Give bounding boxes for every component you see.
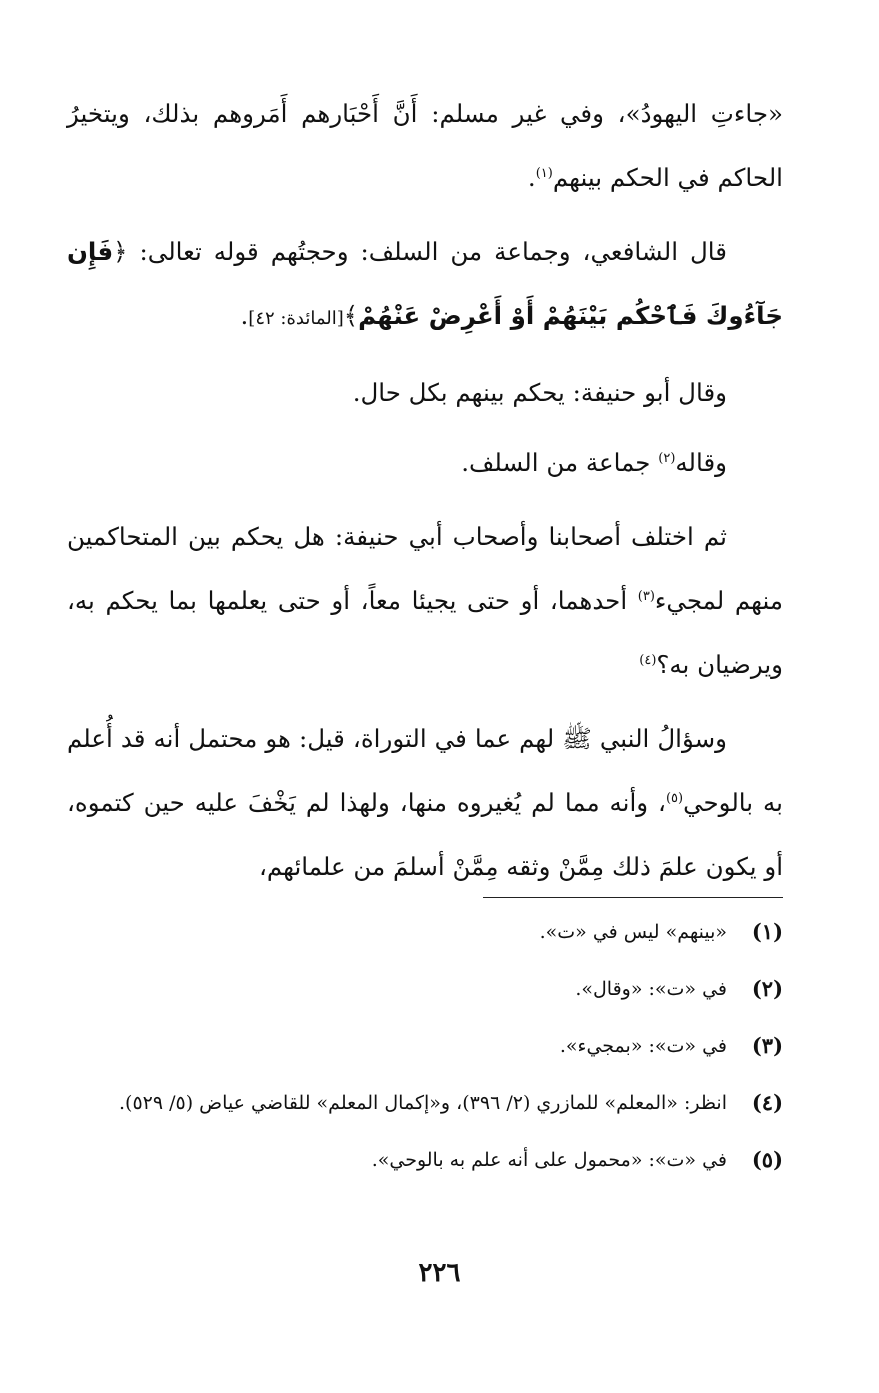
paragraph-6-start: وسؤالُ النبي ﷺ لهم عما في التوراة، قيل: هو محتمل أنه قد أُعلم به بالوحي	[67, 724, 783, 817]
quran-open-brace: ﴿	[113, 237, 128, 266]
paragraph-4-start: وقاله	[675, 448, 727, 477]
paragraph-4	[67, 431, 783, 495]
footnote-number: (٥)	[751, 1147, 783, 1172]
paragraph-1	[67, 82, 783, 210]
paragraph-1-end: .	[527, 163, 536, 192]
footnote-5	[67, 1138, 783, 1182]
paragraph-5-start: ثم اختلف أصحابنا وأصحاب أبي حنيفة: هل يحكم بين المتحاكمين منهم لمجيء	[67, 522, 783, 615]
footnote-number: (١)	[751, 919, 783, 944]
footnote-3	[67, 1024, 783, 1068]
footnote-ref-4[interactable]: (٤)	[639, 652, 657, 668]
paragraph-3-text: وقال أبو حنيفة: يحكم بينهم بكل حال.	[352, 378, 727, 407]
paragraph-3	[67, 361, 783, 425]
footnote-ref-3[interactable]: (٣)	[637, 588, 655, 604]
footnote-number: (٤)	[751, 1090, 783, 1115]
footnotes	[67, 910, 783, 1195]
footnote-ref-2[interactable]: (٢)	[658, 450, 676, 466]
quran-verse: فَإِن جَآءُوكَ فَٱحْكُم بَيْنَهُمْ أَوْ أَعْرِضْ عَنْهُمْ	[67, 237, 783, 330]
paragraph-1-text: «جاءتِ اليهودُ»، وفي غير مسلم: أَنَّ أَحْبَارهم أَمَروهم بذلك، ويتخيرُ الحاكم في الحكم بينهم	[67, 99, 783, 192]
main-text	[67, 82, 783, 909]
footnote-text: في «ت»: «محمول على أنه علم به بالوحي».	[371, 1149, 727, 1171]
footnote-4	[67, 1081, 783, 1125]
footnote-separator	[483, 897, 783, 898]
paragraph-2	[67, 220, 783, 351]
paragraph-2-end: .	[240, 301, 249, 330]
page-number: ٢٢٦	[418, 1258, 461, 1288]
footnote-text: في «ت»: «بمجيء».	[559, 1035, 727, 1057]
footnote-text: «بينهم» ليس في «ت».	[539, 921, 727, 943]
paragraph-4-text: جماعة من السلف.	[461, 448, 651, 477]
verse-reference: [المائدة: ٤٢]	[248, 308, 344, 329]
paragraph-2-text: قال الشافعي، وجماعة من السلف: وحجتُهم قوله تعالى:	[139, 237, 727, 266]
footnote-number: (٢)	[751, 976, 783, 1001]
footnote-ref-1[interactable]: (١)	[535, 165, 553, 181]
paragraph-6-text: ، وأنه مما لم يُغيروه منها، ولهذا لم يَخْفَ عليه حين كتموه، أو يكون علمَ ذلك مِمَّنْ وثقه مِمَّنْ أسلمَ من علمائهم،	[67, 788, 783, 881]
quran-close-brace: ﴾	[343, 301, 359, 330]
paragraph-5	[67, 505, 783, 697]
paragraph-6	[67, 707, 783, 899]
footnote-number: (٣)	[751, 1033, 783, 1058]
footnote-text: انظر: «المعلم» للمازري (٢/ ٣٩٦)، و«إكمال المعلم» للقاضي عياض (٥/ ٥٢٩).	[118, 1092, 727, 1114]
footnote-1	[67, 910, 783, 954]
footnote-2	[67, 967, 783, 1011]
footnote-ref-5[interactable]: (٥)	[665, 790, 684, 806]
paragraph-5-text: أحدهما، أو حتى يجيئا معاً، أو حتى يعلمها بما يحكم به، ويرضيان به؟	[67, 586, 783, 679]
footnote-text: في «ت»: «وقال».	[575, 978, 727, 1000]
